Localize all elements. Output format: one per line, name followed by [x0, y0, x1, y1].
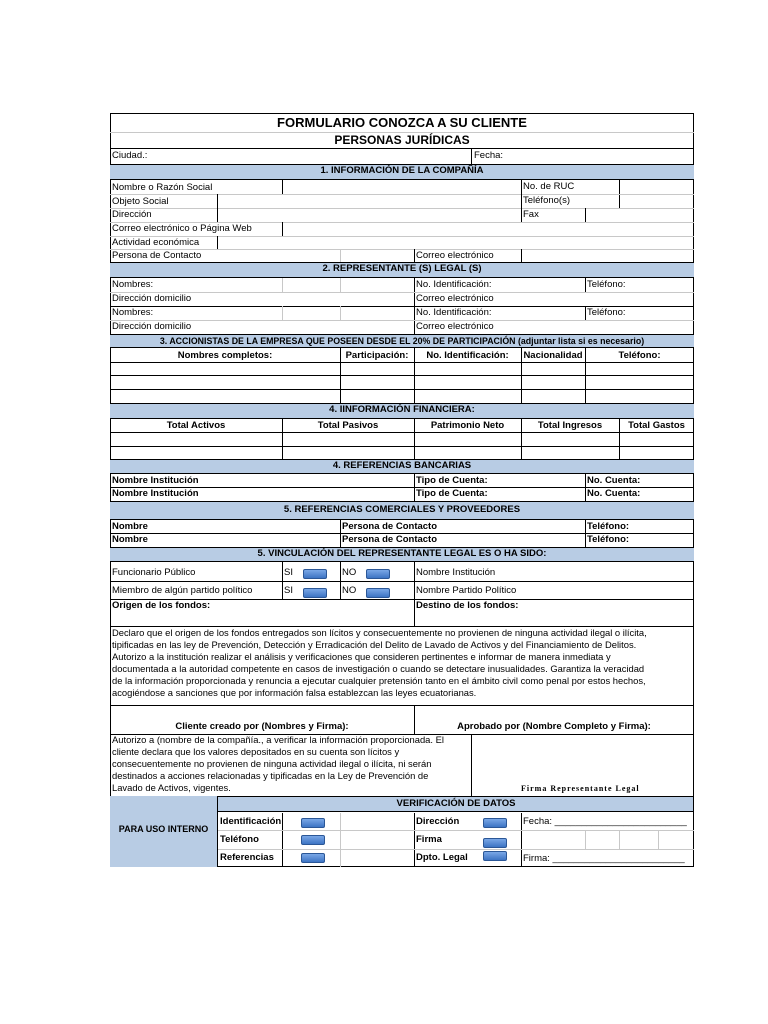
correo-web-field[interactable] — [283, 222, 694, 236]
col-identificacion: No. Identificación: — [426, 350, 509, 361]
firma-verif-label: Firma — [416, 834, 442, 845]
banco2-institucion-label: Nombre Institución — [112, 488, 199, 499]
referencias-verif-checkbox[interactable] — [301, 853, 325, 863]
ruc-field[interactable] — [620, 180, 694, 194]
verificacion-header: VERIFICACIÓN DE DATOS — [396, 798, 516, 809]
banco1-institucion-label: Nombre Institución — [112, 475, 199, 486]
direccion-field[interactable] — [218, 208, 521, 222]
rep1-direccion-label: Dirección domicilio — [112, 293, 192, 304]
com2-telefono-label: Teléfono: — [587, 534, 630, 545]
funcionario-no-label: NO — [342, 567, 357, 578]
contacto-field[interactable] — [238, 249, 414, 262]
rep2-direccion-label: Dirección domicilio — [112, 321, 192, 332]
destino-fondos-field[interactable] — [415, 611, 694, 626]
nombre-razon-label: Nombre o Razón Social — [112, 182, 213, 193]
section-bancarias-header: 4. REFERENCIAS BANCARIAS — [110, 459, 694, 474]
com1-telefono-label: Teléfono: — [587, 521, 630, 532]
com2-nombre-label: Nombre — [112, 534, 148, 545]
dpto-legal-label: Dpto. Legal — [416, 852, 468, 863]
telefono-verif-checkbox[interactable] — [301, 835, 325, 845]
form-subtitle: PERSONAS JURÍDICAS — [334, 133, 470, 147]
rep2-telefono-label: Teléfono: — [587, 307, 626, 318]
kyc-form — [110, 113, 694, 867]
identificacion-checkbox[interactable] — [301, 818, 325, 828]
objeto-social-label: Objeto Social — [112, 196, 169, 207]
fax-field[interactable] — [586, 208, 694, 222]
rep2-correo-label: Correo electrónico — [416, 321, 494, 332]
origen-fondos-label: Origen de los fondos: — [112, 600, 211, 611]
ruc-label: No. de RUC — [523, 181, 575, 192]
firma-verif-checkbox[interactable] — [483, 838, 507, 848]
contacto-correo-label: Correo electrónico — [416, 250, 494, 261]
correo-web-label: Correo electrónico o Página Web — [112, 223, 252, 234]
funcionario-label: Funcionario Público — [112, 567, 196, 578]
miembro-si-checkbox[interactable] — [303, 588, 327, 598]
col-participacion: Participación: — [345, 350, 409, 361]
section-2-header: 2. REPRESENTANTE (S) LEGAL (S) — [110, 262, 694, 278]
direccion-label: Dirección — [112, 209, 152, 220]
rep2-nombres-label: Nombres: — [112, 307, 154, 318]
nombre-institucion-label: Nombre Institución — [416, 567, 496, 578]
banco2-cuenta-label: No. Cuenta: — [587, 488, 641, 499]
direccion-verif-checkbox[interactable] — [483, 818, 507, 828]
banco2-tipo-label: Tipo de Cuenta: — [416, 488, 488, 499]
direccion-verif-label: Dirección — [416, 816, 460, 827]
rep1-nombres-label: Nombres: — [112, 279, 154, 290]
col-telefono: Teléfono: — [618, 350, 661, 361]
objeto-social-field[interactable] — [218, 194, 521, 208]
authorization-text: Autorizo a (nombre de la compañía., a verificar la información proporcionada. El cliente declara que los valores depositados en su cuenta son lícitos y consecuentemente no provienen de ninguna actividad ilegal o ilícita, ni serán destinados a acciones relacionadas y tipificadas en la Ley de Prevención de Lavado de Activos, vigentes. — [112, 734, 444, 793]
contacto-correo-field[interactable] — [522, 249, 694, 262]
section-4-header: 4. IINFORMACIÓN FINANCIERA: — [110, 403, 694, 419]
rep2-id-label: No. Identificación: — [416, 307, 492, 318]
telefono-verif-label: Teléfono — [220, 834, 259, 845]
form-title: FORMULARIO CONOZCA A SU CLIENTE — [277, 115, 527, 130]
firma-line-label: Firma: _________________________ — [523, 853, 685, 864]
funcionario-si-checkbox[interactable] — [303, 569, 327, 579]
cliente-creado-label: Cliente creado por (Nombres y Firma): — [175, 721, 349, 732]
referencias-verif-label: Referencias — [220, 852, 274, 863]
miembro-no-checkbox[interactable] — [366, 588, 390, 598]
miembro-no-label: NO — [342, 585, 357, 596]
fecha-field[interactable] — [510, 148, 694, 164]
destino-fondos-label: Destino de los fondos: — [416, 600, 519, 611]
section-vinculacion-header: 5. VINCULACIÓN DEL REPRESENTANTE LEGAL ES O HA SIDO: — [110, 547, 694, 562]
banco1-cuenta-label: No. Cuenta: — [587, 475, 641, 486]
contacto-label: Persona de Contacto — [112, 250, 202, 261]
miembro-partido-label: Miembro de algún partido político — [112, 585, 253, 596]
fax-label: Fax — [523, 209, 539, 220]
section-comerciales-header: 5. REFERENCIAS COMERCIALES Y PROVEEDORES — [110, 501, 694, 520]
accionistas-rows[interactable] — [110, 362, 694, 403]
rep1-correo-label: Correo electrónico — [416, 293, 494, 304]
aprobado-por-label: Aprobado por (Nombre Completo y Firma): — [457, 721, 651, 732]
nombre-razon-field[interactable] — [283, 180, 521, 194]
telefonos-label: Teléfono(s) — [523, 195, 570, 206]
com1-contacto-label: Persona de Contacto — [342, 521, 438, 532]
miembro-si-label: SI — [284, 585, 293, 596]
col-total-pasivos: Total Pasivos — [317, 420, 379, 431]
funcionario-no-checkbox[interactable] — [366, 569, 390, 579]
funcionario-si-label: SI — [284, 567, 293, 578]
ciudad-field[interactable] — [230, 148, 470, 164]
col-total-gastos: Total Gastos — [628, 420, 685, 431]
banco1-tipo-label: Tipo de Cuenta: — [416, 475, 488, 486]
uso-interno-label: PARA USO INTERNO — [118, 824, 209, 834]
ciudad-label: Ciudad.: — [112, 150, 148, 161]
actividad-field[interactable] — [218, 236, 694, 249]
identificacion-label: Identificación — [220, 816, 282, 827]
rep1-telefono-label: Teléfono: — [587, 279, 626, 290]
financiera-rows[interactable] — [110, 432, 694, 459]
rep1-id-label: No. Identificación: — [416, 279, 492, 290]
firma-representante-label: Firma Representante Legal — [521, 784, 640, 793]
com1-nombre-label: Nombre — [112, 521, 148, 532]
dpto-legal-checkbox[interactable] — [483, 851, 507, 861]
section-3-header: 3. ACCIONISTAS DE LA EMPRESA QUE POSEEN DESDE EL 20% DE PARTICIPACIÓN (adjuntar lista si es necesario) — [110, 334, 694, 348]
section-1-header: 1. INFORMACIÓN DE LA COMPAÑÍA — [110, 164, 694, 180]
col-nacionalidad: Nacionalidad — [523, 350, 583, 361]
declaration-text: Declaro que el origen de los fondos entregados son lícitos y consecuentemente no provienen de ninguna actividad ilegal o ilícita, tipificadas en las ley de Prevención, Detección y Erradicación del Delito de Lavado de Activos y del Financiamiento de Delitos. Autorizo a la institución realizar el análisis y verificaciones que consideren pertinentes e informar de manera inmediata y documentada a la autoridad competente en casos de investigación o cuando se detectare inusualidades. Garantiza la veracidad de la información proporcionada y renuncia a ejecutar cualquier pretensión tanto en el ámbito civil como penal por estos hechos, acogiéndose a sanciones que por información falsa establezcan las leyes ecuatorianas. — [112, 627, 647, 698]
col-total-activos: Total Activos — [166, 420, 226, 431]
fecha-label: Fecha: — [474, 150, 504, 161]
origen-fondos-field[interactable] — [110, 611, 414, 626]
col-nombres-completos: Nombres completos: — [177, 350, 273, 361]
fecha-verif-label: Fecha: _________________________ — [523, 816, 687, 827]
col-total-ingresos: Total Ingresos — [537, 420, 603, 431]
actividad-label: Actividad económica — [112, 237, 200, 248]
col-patrimonio: Patrimonio Neto — [430, 420, 505, 431]
nombre-partido-label: Nombre Partido Político — [416, 585, 517, 596]
com2-contacto-label: Persona de Contacto — [342, 534, 438, 545]
